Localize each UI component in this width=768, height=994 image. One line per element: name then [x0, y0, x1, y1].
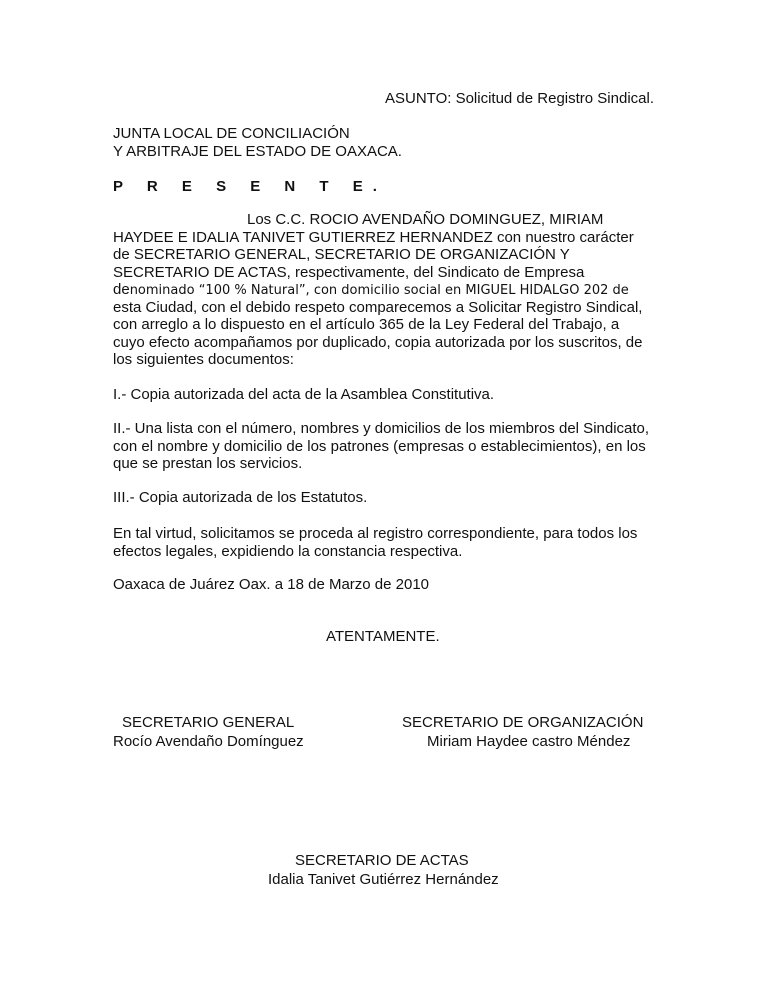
list-item-text: I.- Copia autorizada del acta de la Asamblea Constitutiva. — [113, 386, 495, 403]
list-item-2 — [113, 420, 648, 473]
list-item-text: con el nombre y domicilio de los patrones (empresas o establecimientos), en los — [113, 437, 646, 455]
list-item-text: que se prestan los servicios. — [113, 455, 303, 472]
paragraph-line: los siguientes documentos: — [113, 351, 294, 368]
paragraph-line: HAYDEE E IDALIA TANIVET GUTIERREZ HERNANDEZ con nuestro carácter — [113, 228, 634, 246]
paragraph-line: cuyo efecto acompañamos por duplicado, copia autorizada por los suscritos, de — [113, 333, 643, 351]
paragraph-line: de SECRETARIO GENERAL, SECRETARIO DE ORGANIZACIÓN Y — [113, 246, 570, 263]
paragraph-line: SECRETARIO DE ACTAS, respectivamente, del Sindicato de Empresa — [113, 263, 585, 281]
closing-paragraph — [113, 525, 648, 560]
signature-title-general: SECRETARIO GENERAL — [122, 714, 295, 731]
paragraph-line: En tal virtud, solicitamos se proceda al registro correspondiente, para todos los — [113, 525, 638, 542]
paragraph-line: Los C.C. ROCIO AVENDAÑO DOMINGUEZ, MIRIAM — [247, 211, 604, 228]
subject-line: ASUNTO: Solicitud de Registro Sindical. — [385, 90, 655, 107]
list-item-text: III.- Copia autorizada de los Estatutos. — [113, 489, 368, 506]
presente-heading: P R E S E N T E. — [113, 178, 387, 195]
signature-title-organizacion: SECRETARIO DE ORGANIZACIÓN — [402, 714, 644, 731]
paragraph-fragment: de — [113, 281, 130, 298]
list-item-text: II.- Una lista con el número, nombres y domicilios de los miembros del Sindicato, — [113, 420, 650, 437]
paragraph-line: esta Ciudad, con el debido respeto comparecemos a Solicitar Registro Sindical, — [113, 298, 643, 316]
paragraph-fragment-alt-font: nominado “100 % Natural”, con domicilio social en MIGUEL HIDALGO 202 de — [129, 283, 629, 298]
list-item-1 — [113, 386, 648, 404]
paragraph-line — [113, 281, 648, 299]
signature-name-organizacion: Miriam Haydee castro Méndez — [427, 733, 631, 750]
signature-name-general: Rocío Avendaño Domínguez — [113, 733, 304, 750]
addressee-line-1: JUNTA LOCAL DE CONCILIACIÓN — [113, 125, 350, 142]
list-item-3 — [113, 489, 648, 507]
paragraph-line: efectos legales, expidiendo la constancia respectiva. — [113, 542, 463, 560]
addressee-line-2: Y ARBITRAJE DEL ESTADO DE OAXACA. — [113, 143, 402, 160]
signature-name-actas: Idalia Tanivet Gutiérrez Hernández — [268, 871, 499, 888]
opening-paragraph — [113, 211, 648, 369]
paragraph-line: con arreglo a lo dispuesto en el artículo 365 de la Ley Federal del Trabajo, a — [113, 316, 620, 333]
closing-salutation: ATENTAMENTE. — [326, 628, 440, 645]
date-line: Oaxaca de Juárez Oax. a 18 de Marzo de 2010 — [113, 576, 430, 593]
signature-title-actas: SECRETARIO DE ACTAS — [295, 852, 469, 869]
